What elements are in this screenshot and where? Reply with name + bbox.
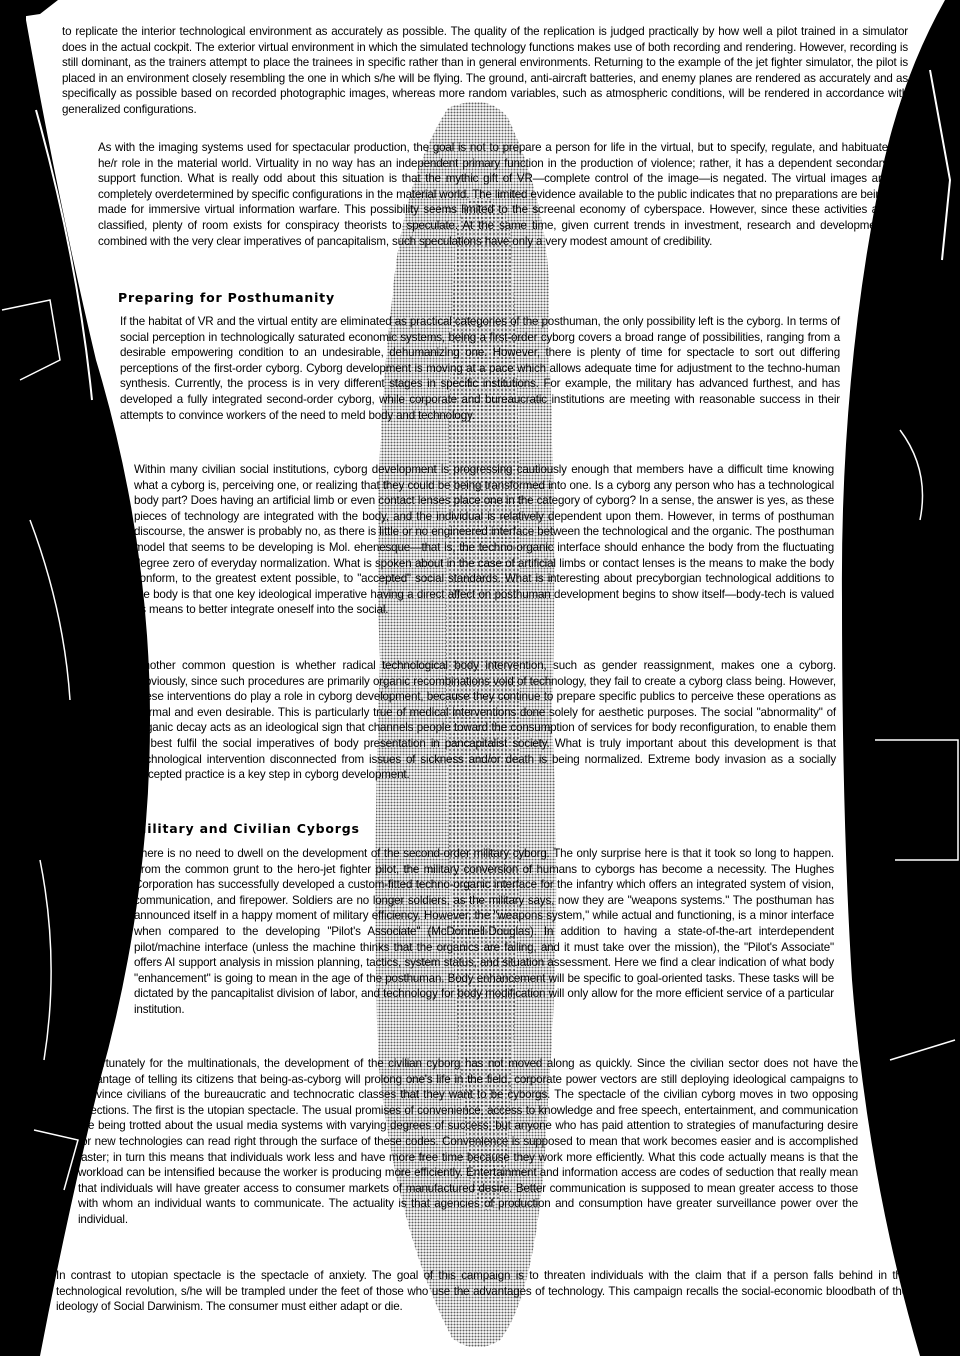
paragraph: Another common question is whether radical technological body intervention, such as gender reassignment, makes one a cyborg. Obviously, since such procedures are primarily organic recombinations void of technology, they fail to create a cyborg class being. However, these interventions do play a role in cyborg development, because they continue to prepare specific publics to perceive these operations as normal and even desirable. This is particularly true of medical interventions done solely for aesthetic purposes. The social "abnormality" of organic decay acts as an ideological sign that channels people toward the consumption of services for body reconfiguration, to enable them to best fulfil the social imperatives of body presentation in pancapitalist society. What is truly important about this development is that technological intervention disconnected from issues of sickness and/or death is being normalized. Extreme body invasion as a socially accepted practice is a key step in cyborg development.	[136, 659, 836, 782]
paragraph: As with the imaging systems used for spectacular production, the goal is not to prepare a person for life in the virtual, but to specify, regulate, and habituate he/r role in the material world. Virtuality in no way has an independent primary function in the production of violence; rather, it has a dependent secondary support function. What is really odd about this situation is that the mythic gift of VR—complete control of the image—is negated. The virtual images are completely overdetermined by specific configurations in the material world. The limited evidence available to the public indicates that no preparations are being made for immersive virtual information warfare. This possibility seems limited to the screenal economy of cyberspace. However, since these activities are classified, plenty of room exists for conspiracy theorists to speculate. At the same time, given current trends in investment, research and development, combined with the very clear imperatives of pancapitalism, such speculations have only a very modest amount of credibility.	[98, 141, 888, 248]
paragraph: Within many civilian social institutions, cyborg development is progressing cautiously enough that members have a difficult time knowing what a cyborg is, perceiving one, or realizing that they could be being transformed into one. Is a cyborg any person who has a technological body part? Does having an artificial limb or even contact lenses place one in the category of cyborg? In a sense, the answer is yes, as these pieces of technology are integrated with the body, and the individual is relatively dependent upon them. However, in terms of posthuman discourse, the answer is probably no, as there is little or no engineered interface between the technological and the organic. The posthuman model that seems to be developing is Mol. ehenesque—that is, the techno-organic interface should enhance the body from the fluctuating degree zero of everyday normalization. What is spoken about in the case of artificial limbs or contact lenses is the means to make the body conform, to the greatest extent possible, to "accepted" social standards. What is interesting about precyborgian technological additions to the body is that one key ideological imperative having a direct affect on posthuman development begins to show itself—body-tech is valued as means to better integrate oneself into the social.	[134, 463, 834, 617]
section-heading: Preparing for Posthumanity	[118, 290, 335, 305]
section-heading: Military and Civilian Cyborgs	[134, 821, 360, 836]
paragraph: In contrast to utopian spectacle is the spectacle of anxiety. The goal of this campaign is to threaten individuals with the claim that if a person falls behind in the technological revolution, s/he will be trampled under the feet of those who use the advantages of technology. This campaign recalls the social-economic bloodbath of the ideology of Social Darwinism. The consumer must either adapt or die.	[56, 1269, 908, 1314]
paragraph: There is no need to dwell on the development of the second-order military cyborg. The only surprise here is that it took so long to happen. From the common grunt to the hero-jet fighter pilot, the military conversion of humans to cyborgs has become a necessity. The Hughes Corporation has successfully developed a custom-fitted techno-organic interface for the infantry which offers an integrated system of vision, communication, and firepower. Soldiers are no longer soldiers; as the military says, now they are "weapons systems." The posthuman has announced itself in a happy moment of military efficiency. However, the "weapons system," while actual and functioning, is a minor interface when compared to the developing "Pilot's Associate" (McDonnell-Douglas). In addition to having a state-of-the-art interdependent pilot/machine interface (unless the machine thinks that the organics are failing, and it must take over the mission), the "Pilot's Associate" offers AI support analysis in mission planning, tactics, system status, and situation assessment. Here we find a clear indication of what body "enhancement" is going to mean in the age of the posthuman. Body enhancement will be specific to goal-oriented tasks. These tasks will be dictated by the pancapitalist division of labor, and technology for body modification will only allow for the more efficient service of a particular institution.	[134, 847, 834, 1016]
paragraph: to replicate the interior technological environment as accurately as possible. The quality of the replication is judged practically by how well a pilot trained in a simulator does in the actual cockpit. The exterior virtual environment in which the simulated technology functions makes use of both recording and rendering. However, recording is still dominant, as the trainers attempt to place the trainees in specific rather than in general environments. Returning to the example of the jet fighter simulator, the pilot is placed in an environment closely resembling the one in which s/he will be flying. The ground, anti-aircraft batteries, and enemy planes are rendered as accurately and as specifically as possible based on recorded photographic images, whereas more random variables, such as atmospheric conditions, will be rendered in accordance with generalized configurations.	[62, 25, 908, 116]
paragraph: If the habitat of VR and the virtual entity are eliminated as practical categories of the posthuman, the only possibility left is the cyborg. In terms of social perception in technologically saturated economic systems, being a first-order cyborg covers a broad range of possibilities, ranging from a desirable empowering condition to an undesirable, dehumanizing one. However, there is plenty of time for spectacle to sort out differing perceptions of the first-order cyborg. Cyborg development is moving at a pace which allows adequate time for adjustment to the techno-human synthesis. Currently, the process is in very different stages in specific institutions. For example, the military has advanced furthest, and has developed a fully integrated second-order cyborg, while corporate and bureaucratic institutions are meeting with reasonable success in their attempts to convince workers of the need to meld body and technology.	[120, 315, 840, 422]
paragraph: Unfortunately for the multinationals, the development of the civilian cyborg has not moved along as quickly. Since the civilian sector does not have the advantage of telling its citizens that being-as-cyborg will prolong one's life in the field, corporate power vectors are still deploying ideological campaigns to convince civilians of the bureaucratic and technocratic classes that they want to be cyborgs. The spectacle of the civilian cyborg moves in two opposing directions. The first is the utopian spectacle. The usual promises of convenience, access to knowledge and free speech, entertainment, and communication are being trotted about the usual media systems with varying degrees of success; but anyone who has paid attention to strategies of manufacturing desire for new technologies can read right through the surface of these codes. Convenience is supposed to mean that work becomes easier and is accomplished faster; in turn this means that individuals work less and have more free time because they work more efficiently. What this code actually means is that the workload can be intensified because the worker is producing more efficiently. Entertainment and information access are codes of seduction that really mean that individuals will have greater access to consumer markets of manufactured desire. Better communication is supposed to mean greater access to those with whom an individual wants to communicate. The actuality is that agencies of production and consumption have greater surveillance power over the individual.	[78, 1057, 858, 1226]
